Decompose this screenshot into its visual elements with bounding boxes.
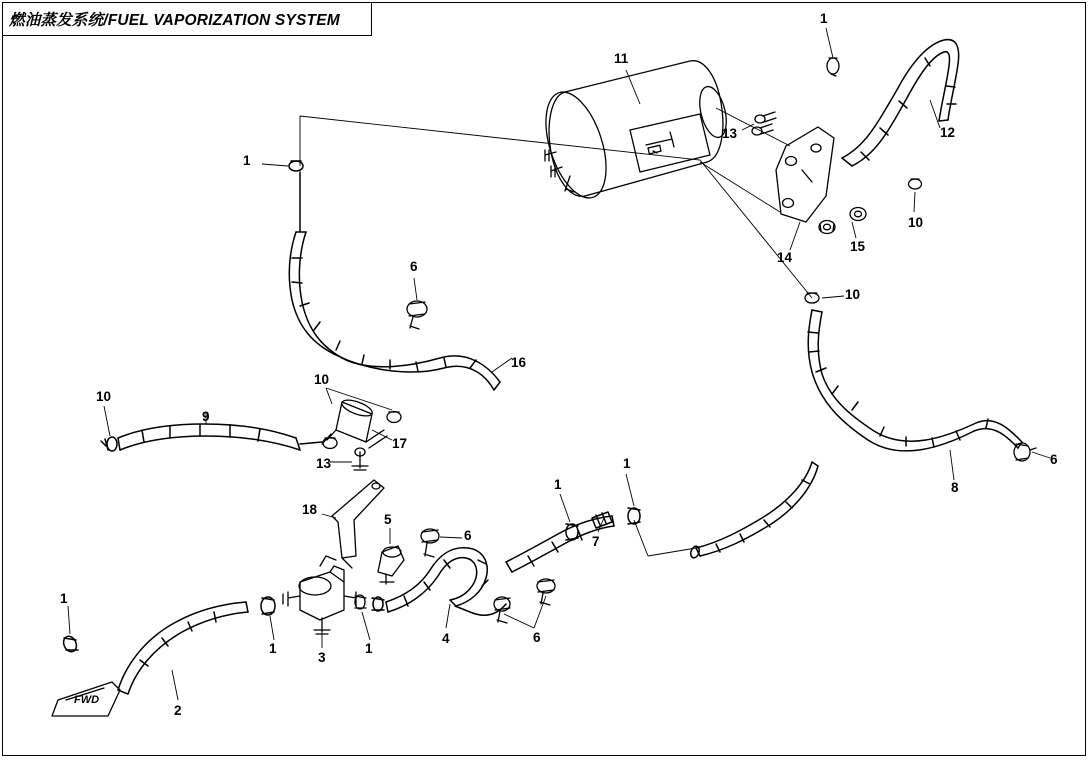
callout-number: 1 (243, 153, 251, 168)
callout-number: 10 (908, 215, 924, 230)
fuel-filter-17 (322, 397, 401, 470)
callout-number: 10 (96, 389, 112, 404)
callout-number: 6 (1050, 452, 1058, 467)
callout-number: 17 (392, 436, 408, 451)
hose-2 (61, 597, 275, 694)
callout-number: 7 (592, 534, 600, 549)
callout-number: 10 (314, 372, 330, 387)
callout-number: 1 (820, 11, 828, 26)
callout-number: 8 (951, 480, 959, 495)
callout-number: 1 (554, 477, 562, 492)
callout-number: 13 (722, 126, 738, 141)
callout-number: 1 (365, 641, 373, 656)
callout-number: 11 (614, 51, 629, 66)
connector-6-bottom-b (494, 597, 510, 623)
connector-6-bottom-a (537, 579, 555, 605)
connector-6-upper (407, 301, 427, 329)
clamp-10-right (909, 179, 922, 189)
callout-number: 6 (533, 630, 541, 645)
clamp-1-topright (827, 58, 839, 76)
leader-lines (68, 28, 1050, 700)
callout-number: 1 (60, 591, 68, 606)
fwd-label: FWD (74, 694, 100, 706)
callout-number: 5 (384, 512, 392, 527)
callout-number: 18 (302, 502, 318, 517)
hose-16 (289, 161, 500, 390)
callout-number: 1 (269, 641, 277, 656)
callout-number: 14 (777, 250, 793, 265)
callout-number: 16 (511, 355, 527, 370)
page-title: 燃油蒸发系统/FUEL VAPORIZATION SYSTEM (9, 12, 340, 29)
valve-5 (378, 546, 404, 584)
callout-number: 2 (174, 703, 182, 718)
bracket-14 (776, 127, 834, 222)
hose-7 (506, 508, 640, 572)
hose-9 (101, 424, 322, 451)
callout-number: 13 (316, 456, 332, 471)
callout-number: 9 (202, 409, 210, 424)
callout-number: 10 (845, 287, 861, 302)
callout-number: 1 (623, 456, 631, 471)
callout-number: 6 (410, 259, 418, 274)
callout-number: 15 (850, 239, 866, 254)
bolts-13 (752, 112, 776, 135)
callout-number: 3 (318, 650, 326, 665)
bracket-18 (332, 480, 384, 568)
hose-8 (689, 310, 1022, 559)
connector-6-left (421, 529, 439, 557)
callout-number: 6 (464, 528, 472, 543)
callout-number: 12 (940, 125, 956, 140)
fasteners-15 (819, 208, 866, 234)
purge-valve-3 (283, 556, 356, 634)
hose-12 (842, 40, 959, 166)
callout-number: 4 (442, 631, 450, 646)
canister-11 (534, 61, 731, 206)
